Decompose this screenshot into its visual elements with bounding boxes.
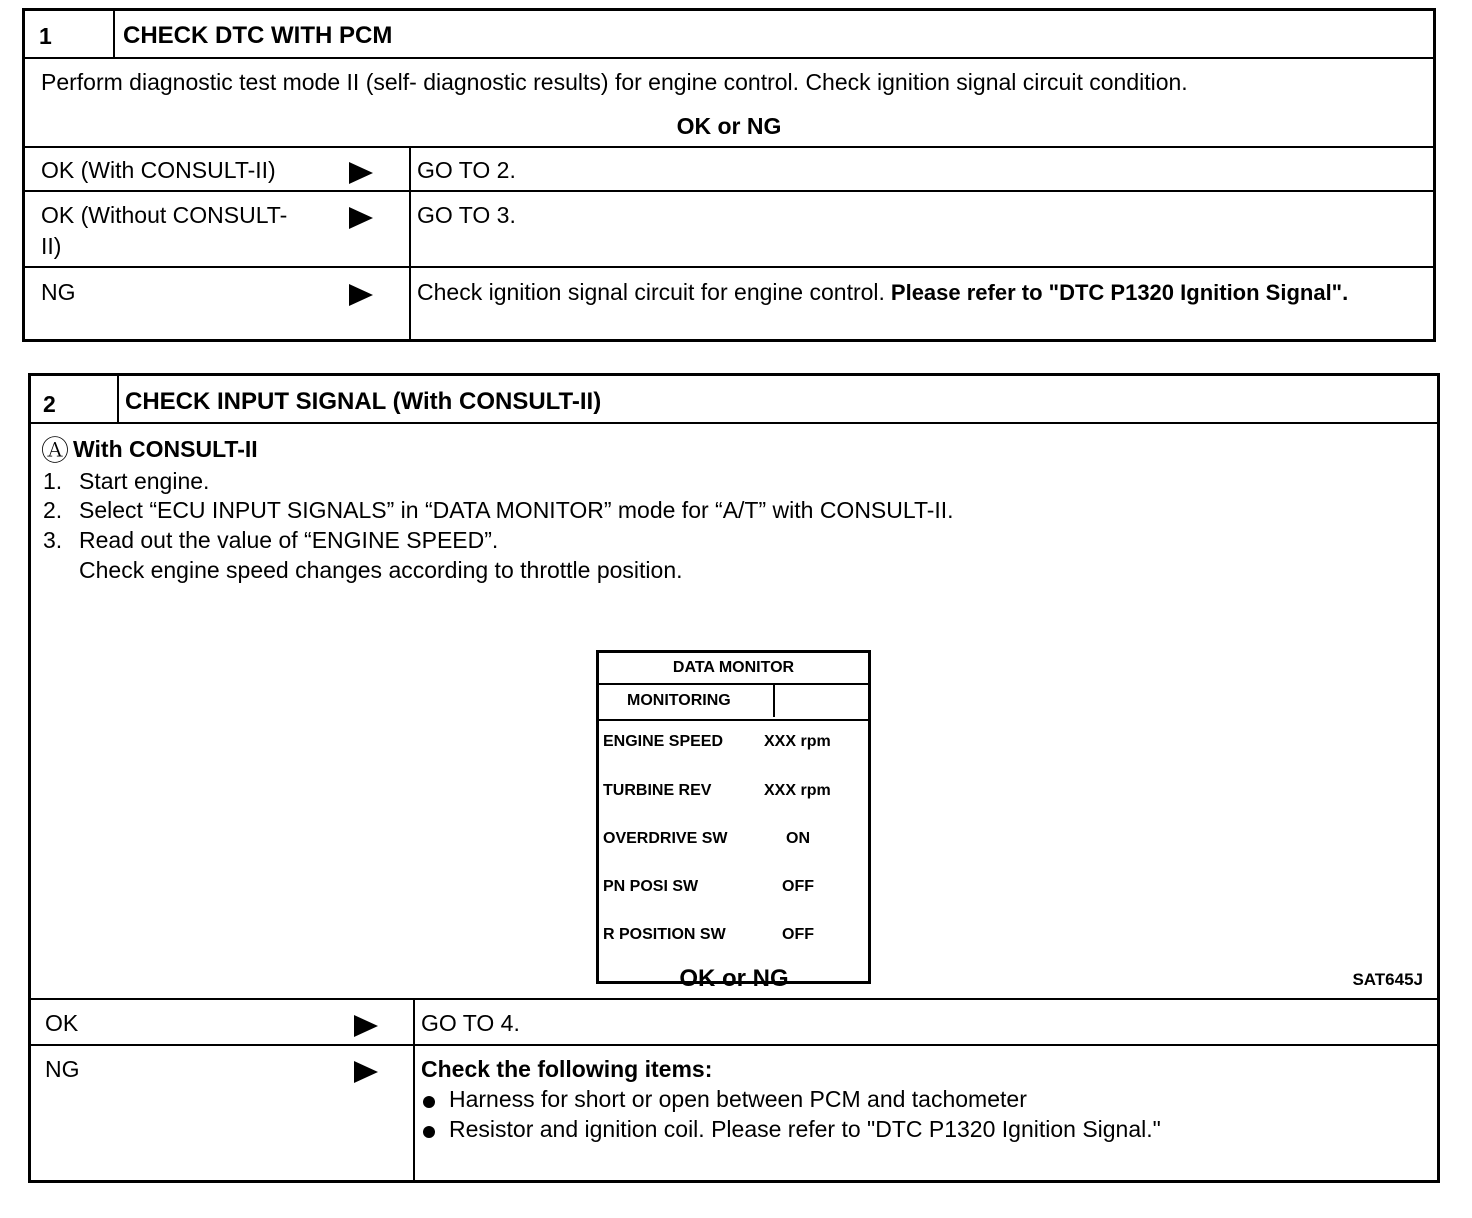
step-2-header	[31, 376, 1437, 424]
monitor-item-label: TURBINE REV	[603, 782, 712, 799]
result-condition: NG	[45, 1056, 80, 1082]
result-row-ok-with	[25, 148, 1433, 192]
data-monitor-title-bar	[599, 653, 868, 685]
consult-tool-icon: Ⓐ	[41, 435, 70, 466]
step-2-box	[28, 373, 1440, 1183]
result-row-ng	[31, 1046, 1437, 1183]
procedure-step-num: 1.	[43, 468, 63, 494]
arrow-icon	[349, 162, 373, 184]
result-action: GO TO 3.	[417, 202, 516, 228]
result-condition: OK (With CONSULT-II)	[41, 157, 276, 183]
bullet-icon	[423, 1096, 435, 1108]
monitor-item-value: OFF	[782, 878, 814, 895]
monitor-item-value: XXX rpm	[764, 733, 831, 750]
result-condition: NG	[41, 279, 76, 305]
result-row-ng	[25, 268, 1433, 342]
monitor-item-value: OFF	[782, 926, 814, 943]
procedure-step-text: Read out the value of “ENGINE SPEED”.	[79, 527, 499, 553]
procedure-step-continuation: Check engine speed changes according to throttle position.	[79, 557, 683, 583]
divider	[117, 376, 119, 422]
step-title: CHECK DTC WITH PCM	[123, 22, 393, 49]
figure-id: SAT645J	[1352, 970, 1423, 989]
bullet-icon	[423, 1126, 435, 1138]
result-condition-line2: II)	[41, 233, 62, 259]
consult-heading: Ⓐ With CONSULT-II	[41, 435, 258, 466]
monitor-item-label: R POSITION SW	[603, 926, 726, 943]
instruction-text: Perform diagnostic test mode II (self- diagnostic results) for engine control. Check ignition signal circuit condition.	[41, 69, 1188, 95]
arrow-icon	[354, 1015, 378, 1037]
ok-ng-label: OK or NG	[676, 113, 782, 139]
step-1-instruction-row	[25, 59, 1433, 148]
procedure-step-text: Select “ECU INPUT SIGNALS” in “DATA MONITOR” mode for “A/T” with CONSULT-II.	[79, 497, 954, 523]
step-number: 1	[39, 23, 52, 49]
monitor-item-value: XXX rpm	[764, 782, 831, 799]
step-1-header	[25, 11, 1433, 59]
result-action: GO TO 4.	[421, 1010, 520, 1036]
data-monitor-title: DATA MONITOR	[672, 659, 795, 676]
monitor-item-label: OVERDRIVE SW	[603, 830, 728, 847]
monitor-item-label: PN POSI SW	[603, 878, 699, 895]
procedure-step-num: 3.	[43, 527, 63, 553]
result-action: GO TO 2.	[417, 157, 516, 183]
step-number: 2	[43, 391, 56, 417]
result-condition-line1: OK (Without CONSULT-	[41, 202, 288, 228]
data-monitor-subtitle-bar	[599, 683, 868, 721]
result-action: Check ignition signal circuit for engine control. Please refer to "DTC P1320 Ignition Signal".	[417, 279, 1349, 305]
result-action-heading: Check the following items:	[421, 1056, 713, 1082]
divider	[113, 11, 115, 57]
check-item: Harness for short or open between PCM and tachometer	[449, 1086, 1027, 1112]
step-title: CHECK INPUT SIGNAL (With CONSULT-II)	[125, 388, 602, 415]
data-monitor-subtitle: MONITORING	[627, 692, 731, 709]
divider	[773, 683, 775, 717]
step-2-body	[31, 424, 1437, 1000]
procedure-step-num: 2.	[43, 497, 63, 523]
monitor-item-value: ON	[786, 830, 810, 847]
data-monitor-screen	[596, 650, 871, 984]
step-1-box	[22, 8, 1436, 342]
procedure-step-text: Start engine.	[79, 468, 210, 494]
result-condition: OK	[45, 1010, 79, 1036]
check-item: Resistor and ignition coil. Please refer to "DTC P1320 Ignition Signal."	[449, 1116, 1161, 1142]
result-row-ok-without	[25, 192, 1433, 268]
arrow-icon	[349, 207, 373, 229]
monitor-item-label: ENGINE SPEED	[603, 733, 724, 750]
arrow-icon	[354, 1061, 378, 1083]
ok-ng-label: OK or NG	[679, 965, 789, 992]
arrow-icon	[349, 284, 373, 306]
result-row-ok	[31, 1000, 1437, 1046]
